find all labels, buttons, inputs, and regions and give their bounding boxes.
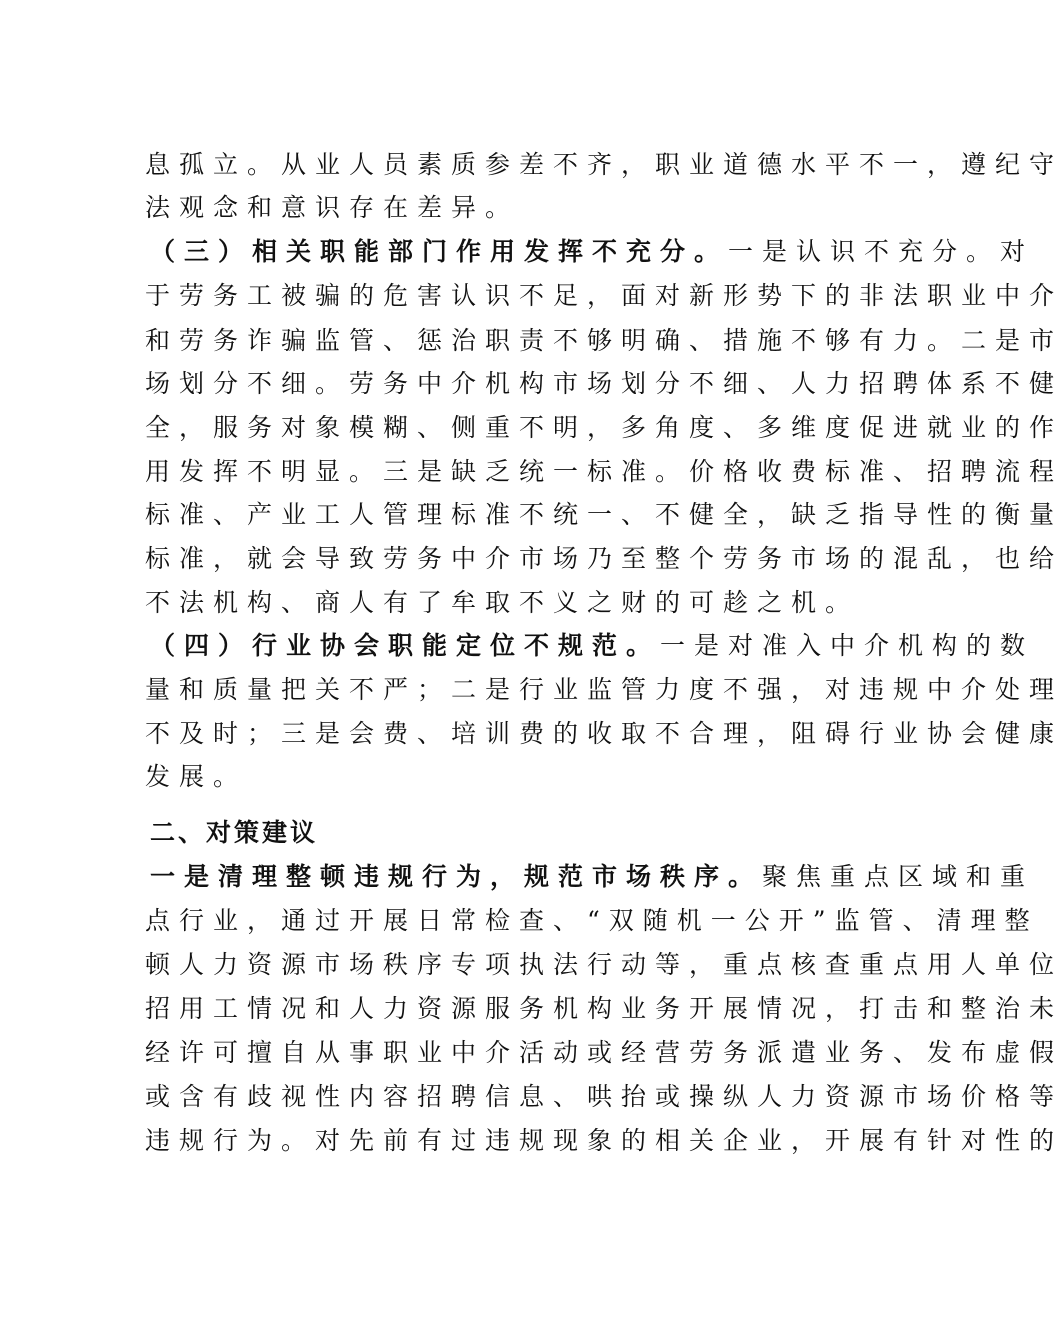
text-line: [145, 366, 1063, 402]
text-line: [145, 278, 1063, 314]
line-text: 招用工情况和人力资源服务机构业务开展情况，打击和整治未: [145, 994, 1063, 1023]
line-text: 标准，就会导致劳务中介市场乃至整个劳务市场的混乱，也给: [145, 544, 1063, 573]
line-text: 聚焦重点区域和重: [762, 862, 1035, 891]
line-text: 场划分不细。劳务中介机构市场划分不细、人力招聘体系不健: [145, 369, 1063, 398]
line-text: 不法机构、商人有了牟取不义之财的可趁之机。: [145, 588, 860, 617]
paragraph-start-line: [150, 234, 1035, 270]
text-line: [145, 454, 1063, 490]
line-text: 于劳务工被骗的危害认识不足，面对新形势下的非法职业中介: [145, 281, 1063, 310]
line-text: 或含有歧视性内容招聘信息、哄抬或操纵人力资源市场价格等: [145, 1082, 1063, 1111]
text-line: [145, 1035, 1063, 1071]
text-line: [145, 147, 1063, 183]
section-lead-bold: （四）行业协会职能定位不规范。: [150, 631, 661, 660]
line-text: 用发挥不明显。三是缺乏统一标准。价格收费标准、招聘流程: [145, 457, 1063, 486]
text-line: [145, 716, 1063, 752]
text-line: [145, 672, 1063, 708]
line-text: 违规行为。对先前有过违规现象的相关企业，开展有针对性的: [145, 1126, 1063, 1155]
text-line: [145, 903, 1039, 939]
text-line: [145, 497, 1063, 533]
text-line: [145, 947, 1063, 983]
line-text: 全，服务对象模糊、侧重不明，多角度、多维度促进就业的作: [145, 413, 1063, 442]
line-text: 经许可擅自从事职业中介活动或经营劳务派遣业务、发布虚假: [145, 1038, 1063, 1067]
line-text: 顿人力资源市场秩序专项执法行动等，重点核查重点用人单位: [145, 950, 1063, 979]
paragraph-start-line: [150, 859, 1035, 895]
line-text: 法观念和意识存在差异。: [145, 193, 520, 222]
text-line: [145, 410, 1063, 446]
line-text: 一是认识不充分。对: [728, 237, 1035, 266]
text-line: [145, 1123, 1063, 1159]
line-text: 点行业，通过开展日常检查、“双随机一公开”监管、清理整: [145, 906, 1039, 935]
text-line: [145, 759, 820, 795]
line-text: 量和质量把关不严；二是行业监管力度不强，对违规中介处理: [145, 675, 1063, 704]
heading-text: 二、对策建议: [150, 818, 319, 847]
section-lead-bold: （三）相关职能部门作用发挥不充分。: [150, 237, 729, 266]
text-line: [145, 323, 1063, 359]
text-line: [145, 541, 1063, 577]
line-text: 标准、产业工人管理标准不统一、不健全，缺乏指导性的衡量: [145, 500, 1063, 529]
line-text: 一是对准入中介机构的数: [660, 631, 1035, 660]
line-text: 息孤立。从业人员素质参差不齐，职业道德水平不一，遵纪守: [145, 150, 1063, 179]
section-lead-bold: 一是清理整顿违规行为，规范市场秩序。: [150, 862, 763, 891]
section-heading: [150, 815, 820, 851]
text-line: [145, 190, 820, 226]
line-text: 和劳务诈骗监管、惩治职责不够明确、措施不够有力。二是市: [145, 326, 1063, 355]
text-line: [145, 585, 860, 621]
paragraph-start-line: [150, 628, 1035, 664]
text-line: [145, 991, 1063, 1027]
text-line: [145, 1079, 1063, 1115]
line-text: 不及时；三是会费、培训费的收取不合理，阻碍行业协会健康: [145, 719, 1063, 748]
line-text: 发展。: [145, 762, 248, 791]
